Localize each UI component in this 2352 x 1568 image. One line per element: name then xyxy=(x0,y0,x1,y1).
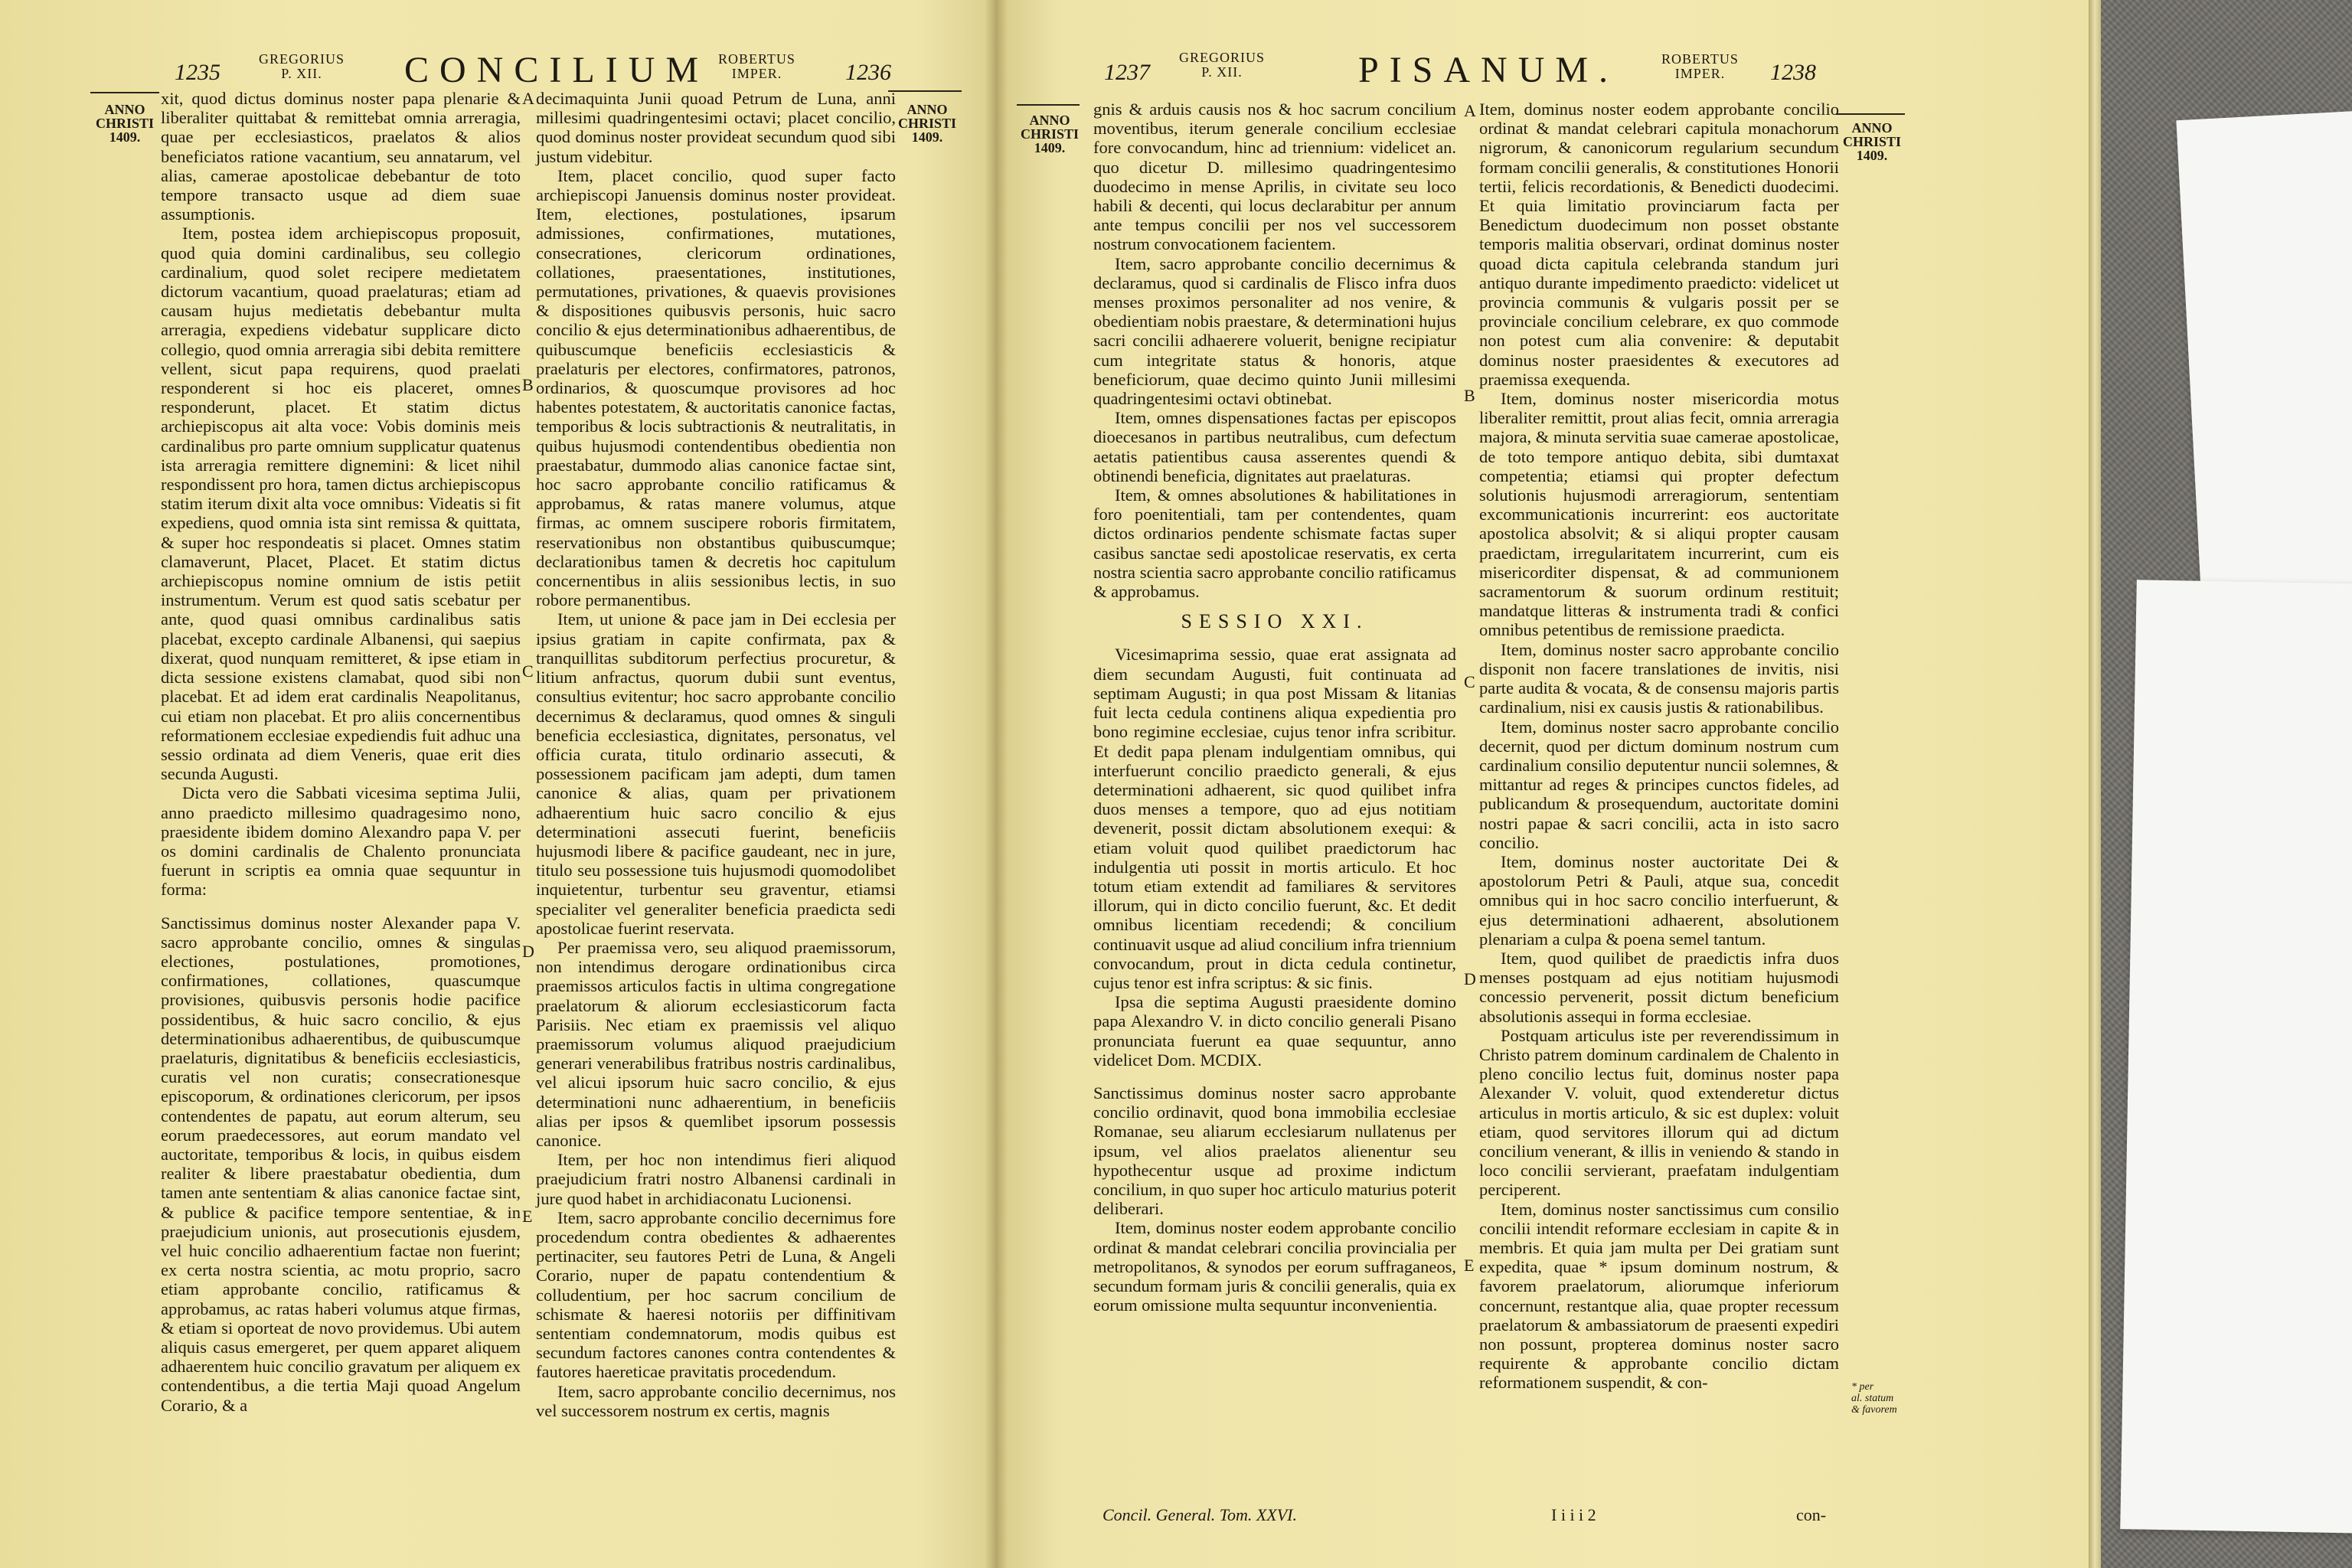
session-heading: SESSIO XXI. xyxy=(1181,610,1369,633)
margin-year-note: ANNO CHRISTI 1409. xyxy=(897,102,957,145)
margin-rule xyxy=(888,90,962,92)
section-letter: C xyxy=(1464,672,1475,691)
margin-rule xyxy=(90,92,159,93)
paragraph: Ipsa die septima Augusti praesidente domino papa Alexandro V. in dicto concilio generali Pisano pronunciata fuerunt ea quae sequuntur, anno videlicet Dom. MCDIX. xyxy=(1093,992,1456,1070)
section-letter: B xyxy=(522,375,534,394)
left-page-column-1 xyxy=(161,89,521,1467)
paragraph: Item, sacro approbante concilio decernimus fore procedendum contra obedientes & adhaerentes pertinaciter, seu fautores Petri de Luna, & Angeli Corario, nuper de papatu contendentium & colludentium, per hoc sacrum concilium de schismate & haeresi notoriis per diffinitivam sententiam condemnatorum, modis quibus est secundum factores canones contra contendentes & fautores haereticae pravitatis procedendum. xyxy=(536,1207,896,1382)
section-letter: B xyxy=(1464,386,1475,405)
paragraph: Item, omnes dispensationes factas per episcopos dioecesanos in partibus neutralibus, cum defectum aetatis patientibus causa asserentes quendi & obtinendi beneficia, dignitates aut praelaturas. xyxy=(1093,408,1456,485)
paragraph: Per praemissa vero, seu aliquod praemissorum, non intendimus derogare ordinationibus circa praemissos articulos factis in ultima congregatione praelatorum & aliorum ecclesiasticorum facta Parisiis. Nec etiam ex praemissis vel aliquo praemissorum volumus aliquod praejudicium generari venerabilibus fratribus nostris cardinalibus, vel alicui ipsorum huic sacro concilio, & ejus determinationi nunc adhaerentium, in beneficiis alias per ipsos & quemlibet ipsorum possessis canonice. xyxy=(536,937,896,1150)
page-number: 1237 xyxy=(1104,60,1150,85)
section-letter: D xyxy=(522,942,534,961)
running-title: CONCILIUM xyxy=(404,50,709,90)
running-head-pope: GREGORIUS P. XII. xyxy=(259,51,345,81)
paragraph: Item, dominus noster eodem approbante concilio ordinat & mandat celebrari capitula monachorum nigrorum, & canonicorum regularium secundum formam concilii generalis, & constitutiones Honorii tertii, felicis recordationis, & Benedicti duodecimi. Et quia limitatio provinciarum facta per Benedictum duodecimum non posset obstante temporis malitia observari, ordinat dominus noster quoad dicta capitula celebranda standum juri antiquo durante impedimento praedicto: videlicet ut provincia communis & vulgaris possit per se provinciale concilium celebrare, ex quo commode non potest cum alia convenire: & deputabit dominus noster praesidentes & executores ad praemissa exequenda. xyxy=(1479,100,1839,389)
book-gutter xyxy=(985,0,1008,1568)
right-page-column-2 xyxy=(1479,100,1839,1493)
paragraph: Item, dominus noster sacro approbante concilio decernit, quod per dictum dominum nostrum cum cardinalium consilio deputentur nuncii solemnes, & mittantur ad reges & principes cunctos fideles, ad publicandum & prosequendum, auctoritate domini nostri papae & sacri concilii, acta in isto sacro concilio. xyxy=(1479,717,1839,852)
margin-year-note: ANNO CHRISTI 1409. xyxy=(1842,120,1902,163)
section-letter: E xyxy=(522,1207,533,1226)
left-page xyxy=(0,0,995,1568)
section-letter: A xyxy=(522,89,534,108)
running-title: PISANUM. xyxy=(1358,50,1619,90)
paragraph: Postquam articulus iste per reverendissimum in Christo patrem dominum cardinalem de Chalento in pleno concilio lectus fuit, dominus noster papa Alexander V. voluit, quod extenderetur dictus articulus in mortis articulo, & sic est duplex: voluit etiam, quod servitores illorum qui ad dictum concilium venerant, & illis in veniendo & stando in loco concilii servierant, praefatam indulgentiam perciperent. xyxy=(1479,1025,1839,1200)
margin-year-note: ANNO CHRISTI 1409. xyxy=(1020,113,1080,155)
footer-volume: Concil. General. Tom. XXVI. xyxy=(1102,1505,1297,1524)
left-page-column-2 xyxy=(536,89,896,1505)
section-letter: E xyxy=(1464,1256,1475,1275)
paragraph: Item, sacro approbante concilio decernimus & declaramus, quod si cardinalis de Flisco infra duos menses proximos personaliter ad nos venire, & obedientiam nobis praestare, & determinationi hujus sacri concilii adhaerere voluerit, benigne recipiatur cum integritate status & honoris, atque beneficiorum, quae decimo quinto Junii millesimi quadringentesimi octavi obtinebat. xyxy=(1093,253,1456,409)
page-number: 1235 xyxy=(175,60,220,85)
paragraph: gnis & arduis causis nos & hoc sacrum concilium moventibus, iterum generale concilium ecclesiae fore convocandum, hinc ad triennium: videlicet an. quo dicetur D. millesimo quadringentesimo duodecimo in mense Aprilis, in civitate seu loco habili & decenti, qui locus declarabitur per annum ante tempus concilii per nos vel successorem nostrum convocationem facientem. xyxy=(1093,100,1456,254)
paragraph: Item, dominus noster eodem approbante concilio ordinat & mandat celebrari concilia provincialia per metropolitanos, & synodos per eorum suffraganeos, secundum formam juris & concilii generalis, quia ex eorum omissione multa sequuntur inconvenientia. xyxy=(1093,1218,1456,1315)
paragraph: Sanctissimus dominus noster Alexander papa V. sacro approbante concilio, omnes & singulas electiones, postulationes, promotiones, confirmationes, collationes, quascumque provisiones, quibusvis personis hodie pacifice possidentibus, & huic sacro concilio, & ejus determinationibus adhaerentibus, de quibuscumque praelaturis, dignitatibus & beneficiis ecclesiasticis, curatis vel non curatis; consecrationesque episcoporum, & ordinationes clericorum, per ipsos contendentes de papatu, aut eorum alterum, seu eorum praedecessores, aut eorum mandato vel auctoritate, temporibus & locis, in quibus eisdem realiter & libere praestabatur obedientia, dum tamen ante sententiam & alias canonice factae sint, & publice & pacifice tempore sententiae, & in praejudicium unionis, aut prosecutionis ejusdem, vel huic concilio adhaerentium factae non fuerint; ex certa nostra scientia, ac motu proprio, sacro etiam approbante concilio, ratificamus & approbamus, ac ratas haberi volumus atque firmas, & etiam si oporteat de novo providemus. Ubi autem aliquis casus emergeret, per quem apparet aliquem adhaerentem huic concilio gravatum per aliquem ex contendentibus, a die tertia Maji quoad Angelum Corario, & a xyxy=(161,913,521,1415)
paragraph: Item, ut unione & pace jam in Dei ecclesia per ipsius gratiam in capite confirmata, pax & tranquillitas subditorum perfectius procuretur, & litium anfractus, quorum dubii sunt eventus, consultius evitentur; hoc sacro approbante concilio decernimus & declaramus, quod omnes & singuli beneficia ecclesiastica, dignitates, personatus, vel officia curata, titulo ordinario assecuti, & possessionem pacificam jam adepti, dum tamen canonice & alias, quam per privationem adhaerentium huic sacro concilio & ejus determinationi assecuti fuerint, beneficiis hujusmodi libere & pacifice gaudeant, nec in jure, titulo seu possessione tuis hujusmodi quomodolibet inquietentur, turbentur seu graventur, etiamsi specialiter vel generaliter beneficia praedicta sedi apostolicae fuerint reservata. xyxy=(536,609,896,938)
margin-year-note: ANNO CHRISTI 1409. xyxy=(95,102,155,145)
right-page xyxy=(995,0,2098,1568)
signature-mark: I i i i 2 xyxy=(1551,1505,1596,1524)
book-board-edge xyxy=(2089,0,2101,1568)
paragraph: Vicesimaprima sessio, quae erat assignata ad diem secundam Augusti, fuit continuata ad septimam Augusti; in qua post Missam & litanias fuit lecta cedula continens aliqua expedientia pro bono regimine ecclesiae, cujus tenor infra scribitur. Et dedit papa plenam indulgentiam omnibus, qui interfuerunt concilio praedicto generali, & ejus determinationi adhaerent, sic quod quilibet infra duos menses a tempore, quo ad ejus notitiam devenerit, possit dictam absolutionem exequi: & etiam voluit quod quilibet praedictorum hac indulgentia uti possit in mortis articulo. Et hoc totum etiam extendit ad familiares & servitores illorum, qui in dicto concilio fuerunt, &c. Et dedit omnibus licentiam recedendi; & concilium continuavit usque ad aliud concilium infra triennium convocandum, prout in dicta cedula continetur, cujus tenor est infra scriptus: & sic finis. xyxy=(1093,645,1456,992)
loose-paper-sheet-lower xyxy=(2120,580,2352,1533)
paragraph: decimaquinta Junii quoad Petrum de Luna, anni millesimi quadringentesimi octavi; placet concilio, quod dominus noster provideat secundum quod sibi justum videbitur. xyxy=(536,89,896,166)
paragraph: Sanctissimus dominus noster sacro approbante concilio ordinavit, quod bona immobilia ecclesiae Romanae, seu aliarum ecclesiarum nullatenus per ipsum, vel alios praelatos alienentur seu hypothecentur usque ad proxime indictum concilium, in quo super hoc articulo maturius poterit deliberari. xyxy=(1093,1083,1456,1219)
margin-rule xyxy=(1017,104,1080,106)
margin-footnote: * per al. statum & favorem xyxy=(1851,1381,1897,1416)
paragraph: Item, quod quilibet de praedictis infra duos menses postquam ad ejus notitiam hujusmodi concessio pervenerit, possit dictum beneficium absolutionis assequi in forma ecclesiae. xyxy=(1479,948,1839,1026)
page-number: 1236 xyxy=(845,60,891,85)
paragraph: Item, dominus noster sacro approbante concilio disponit non facere translationes de invitis, nisi parte audita & vocata, & de consensu majoris partis cardinalium, nisi ex causis justis & rationabilibus. xyxy=(1479,639,1839,717)
right-page-column-1 xyxy=(1093,100,1456,1493)
section-letter: C xyxy=(522,662,534,681)
paragraph: Item, dominus noster sanctissimus cum consilio concilii intendit reformare ecclesiam in capite & in membris. Et quia jam multa per Dei gratiam sunt expedita, quae * ipsum dominum nostrum, & favorem praelatorum, aliorumque inferiorum concernunt, restantque alia, quae propter recessum praelatorum & ambassiatorum de praesenti expediri non possunt, propterea dominus noster sacro requirente & approbante concilio dictam reformationem suspendit, & con- xyxy=(1479,1199,1839,1393)
catchword: con- xyxy=(1796,1505,1827,1524)
paragraph: Item, placet concilio, quod super facto archiepiscopi Januensis dominus noster provideat. Item, electiones, postulationes, ipsarum admissiones, confirmationes, mutationes, consecrationes, clericorum ordinationes, collationes, praesentationes, institutiones, permutationes, privationes, & quaevis provisiones & dispositiones quibusvis personis, huic sacro concilio & ejus determinationibus adhaerentibus, de quibuscumque beneficiis ecclesiasticis & praelaturis per electores, confirmatores, patronos, ordinarios, & quoscumque provisores ad hoc habentes potestatem, & auctoritatis canonice factas, temporibus & locis subtractionis & neutralitatis, in quibus hujusmodi contendentibus obedientia non praestabatur, dummodo alias canonice factae sint, hoc sacro approbante concilio ratificamus & approbamus, & ratas manere volumus, atque firmas, ac omnem suscipere roboris firmitatem, reservationibus non obstantibus quibuscumque; declarationibus tamen & decretis hoc capitulum concernentibus in aliis sessionibus lectis, in suo robore permanentibus. xyxy=(536,165,896,610)
paragraph: Item, postea idem archiepiscopus proposuit, quod quia domini cardinalibus, seu collegio cardinalium, quod solet recipere medietatem dictorum vacantium, quoad praelaturas; etiam ad causam hujus medietatis debebantur multa arreragia, expediens videbatur supplicare dicto collegio, quod omnia arreragia sibi debita remittere vellent, sicut papa requirens, quod praelati responderent si hoc eis placeret, omnes responderunt, placet. Et statim dictus archiepiscopus ait alta voce: Vobis dominis meis cardinalibus pro parte omnium supplicatur quatenus ista arreragia remittere dignemini: & licet nihil respondissent pro hora, tamen dictus archiepiscopus statim iterum dixit alta voce omnibus: Videatis si fit expediens, quod omnia ista sint remissa & quittata, & super hoc respondeatis si placet. Omnes statim clamaverunt, Placet, Placet. Et statim dictus archiepiscopus nomine omnium de istis petiit instrumentum. Verum est quod satis scebatur per ante, quod quasi omnibus cardinalibus satis placebat, excepto cardinale Albanensi, qui saepius dixerat, quod nunquam remitteret, & ipse etiam in dicta sessione existens clamabat, quod sibi non placebat. Et ad idem erat cardinalis Neapolitanus, cui etiam non placebat. Et pro aliis concernentibus reformationem ecclesiae expediendis fuit adhuc una sessio ordinata ad diem Veneris, quae erit dies secunda Augusti. xyxy=(161,224,521,784)
running-head-emperor: ROBERTUS IMPER. xyxy=(1661,51,1739,81)
section-letter: A xyxy=(1464,101,1476,120)
margin-rule xyxy=(1836,113,1905,115)
paragraph: Item, per hoc non intendimus fieri aliquod praejudicium fratri nostro Albanensi cardinali in jure quod habet in archidiaconatu Lucionensi. xyxy=(536,1150,896,1208)
paragraph: Item, dominus noster auctoritate Dei & apostolorum Petri & Pauli, atque sua, concedit omnibus qui in hoc sacro concilio interfuerunt, & ejus determinationi adhaerent, absolutionem plenariam a culpa & poena semel tantum. xyxy=(1479,851,1839,949)
paragraph: Item, sacro approbante concilio decernimus, nos vel successorem nostrum ex certis, magnis xyxy=(536,1381,896,1420)
paragraph: Item, dominus noster misericordia motus liberaliter remittit, prout alias fecit, omnia arreragia majora, & minuta servitia suae camerae apostolicae, de toto tempore antiquo debita, sibi dumtaxat competentia; etiamsi qui propter defectum solutionis hujusmodi arreragiorum, sententiam excommunicationis incurrerint: eos auctoritate apostolica absolvit; & si aliqui propter causam praedictam, irregularitatem incurrerint, cum eis misericorditer dispensat, & ad communionem sacramentorum & suorum ordinum restituit; mandatque litteras & instrumenta tradi & confici omnibus petentibus de remissione praedicta. xyxy=(1479,389,1839,640)
paragraph: Dicta vero die Sabbati vicesima septima Julii, anno praedicto millesimo quadragesimo nono, praesidente ibidem domino Alexandro papa V. per os domini cardinalis de Chalento pronunciata fuerunt in scriptis ea omnia quae sequuntur in forma: xyxy=(161,783,521,900)
running-head-pope: GREGORIUS P. XII. xyxy=(1179,50,1266,80)
section-letter: D xyxy=(1464,969,1476,988)
paragraph: xit, quod dictus dominus noster papa plenarie & liberaliter quittabat & remittebat omnia arreragia, quae per ecclesiasticos, praelatos & alios beneficiatos ratione vacantium, seu annatarum, vel alias, camerae apostolicae debebantur de toto tempore transacto usque ad diem suae assumptionis. xyxy=(161,89,521,224)
paragraph: Item, & omnes absolutiones & habilitationes in foro poenitentiali, tam per contendentes, quam dictos ordinarios pendente schismate factas super casibus sanctae sedi apostolicae reservatis, ex certa nostra scientia sacro approbante concilio ratificamus & approbamus. xyxy=(1093,485,1456,602)
page-number: 1238 xyxy=(1770,60,1816,85)
running-head-emperor: ROBERTUS IMPER. xyxy=(718,51,795,81)
loose-paper-sheet xyxy=(2176,110,2352,641)
